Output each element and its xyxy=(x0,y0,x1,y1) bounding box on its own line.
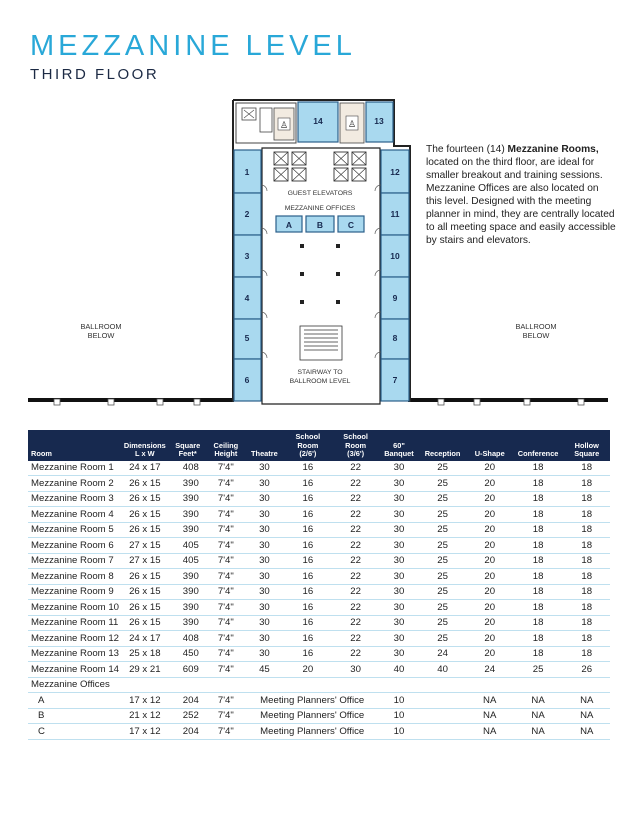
cell-sqft: 390 xyxy=(169,584,207,600)
cell-ceiling: 7'4" xyxy=(207,476,245,492)
cell-hollow: 18 xyxy=(563,461,610,476)
stairway-label-line1: STAIRWAY TO xyxy=(297,369,343,376)
cell-sqft: 390 xyxy=(169,491,207,507)
office-label-b: B xyxy=(316,220,324,230)
cell-banquet: 30 xyxy=(380,646,419,662)
cell-ushape: 20 xyxy=(467,631,513,647)
col-conference: Conference xyxy=(513,430,564,461)
cell-conference: 18 xyxy=(513,646,564,662)
cell-banquet: 30 xyxy=(380,615,419,631)
room-label-11: 11 xyxy=(390,209,400,219)
cell-school3: 22 xyxy=(332,491,380,507)
cell-ushape: 20 xyxy=(467,461,513,476)
cell-banquet: 10 xyxy=(380,724,419,740)
cell-hollow: 18 xyxy=(563,522,610,538)
cell-banquet: 10 xyxy=(380,708,419,724)
cell-school3: 22 xyxy=(332,476,380,492)
cell-banquet: 30 xyxy=(380,553,419,569)
cell-theatre: 30 xyxy=(245,507,284,523)
guest-elevators-label: GUEST ELEVATORS xyxy=(287,190,353,197)
cell-school3: 22 xyxy=(332,461,380,476)
cell-empty xyxy=(418,677,466,693)
cell-reception xyxy=(418,708,466,724)
cell-empty xyxy=(513,677,564,693)
col-dimensions: Dimensions L x W xyxy=(121,430,169,461)
office-label-a: A xyxy=(285,220,293,230)
cell-conference: 18 xyxy=(513,584,564,600)
cell-school3: 22 xyxy=(332,615,380,631)
cell-theatre: 30 xyxy=(245,569,284,585)
cell-office-name: B xyxy=(28,708,121,724)
cell-school2: 16 xyxy=(284,600,332,616)
intro-prefix: The fourteen (14) xyxy=(426,144,508,155)
col-ushape: U-Shape xyxy=(467,430,513,461)
cell-conference: 18 xyxy=(513,476,564,492)
cell-ushape: 20 xyxy=(467,600,513,616)
cell-dim: 26 x 15 xyxy=(121,507,169,523)
cell-ushape: 20 xyxy=(467,584,513,600)
cell-school3: 22 xyxy=(332,507,380,523)
cell-empty xyxy=(332,677,380,693)
cell-sqft: 408 xyxy=(169,631,207,647)
cell-ceiling: 7'4" xyxy=(207,584,245,600)
table-row xyxy=(28,646,610,662)
cell-ceiling: 7'4" xyxy=(207,600,245,616)
cell-reception: 25 xyxy=(418,522,466,538)
table-row xyxy=(28,631,610,647)
cell-empty xyxy=(121,677,169,693)
cell-hollow: 18 xyxy=(563,538,610,554)
room-label-2: 2 xyxy=(244,209,250,219)
room-label-10: 10 xyxy=(390,251,400,261)
rooms xyxy=(234,102,409,401)
cell-sqft: 450 xyxy=(169,646,207,662)
cell-dim: 29 x 21 xyxy=(121,662,169,678)
cell-conference: 18 xyxy=(513,491,564,507)
table-row xyxy=(28,662,610,678)
cell-room-name: Mezzanine Room 7 xyxy=(28,553,121,569)
cell-ceiling: 7'4" xyxy=(207,662,245,678)
cell-ceiling: 7'4" xyxy=(207,507,245,523)
table-row xyxy=(28,708,610,724)
ballroom-left-line1: BALLROOM xyxy=(80,322,122,331)
cell-room-name: Mezzanine Room 12 xyxy=(28,631,121,647)
cell-hollow: 18 xyxy=(563,507,610,523)
cell-banquet: 10 xyxy=(380,693,419,709)
cell-ceiling: 7'4" xyxy=(207,491,245,507)
room-label-12: 12 xyxy=(390,167,400,177)
cell-ushape: 20 xyxy=(467,615,513,631)
cell-school2: 20 xyxy=(284,662,332,678)
cell-hollow: 18 xyxy=(563,569,610,585)
cell-sqft: 609 xyxy=(169,662,207,678)
cell-banquet: 30 xyxy=(380,538,419,554)
cell-school2: 16 xyxy=(284,538,332,554)
col-school-2: School Room (2/6') xyxy=(284,430,332,461)
stairway-label-line2: BALLROOM LEVEL xyxy=(289,378,351,385)
cell-hollow: NA xyxy=(563,693,610,709)
cell-room-name: Mezzanine Room 9 xyxy=(28,584,121,600)
cell-conference: NA xyxy=(513,724,564,740)
cell-banquet: 30 xyxy=(380,631,419,647)
cell-banquet: 30 xyxy=(380,461,419,476)
cell-banquet: 30 xyxy=(380,569,419,585)
cell-dim: 26 x 15 xyxy=(121,584,169,600)
cell-ceiling: 7'4" xyxy=(207,724,245,740)
table-header-row xyxy=(28,430,610,461)
room-label-13: 13 xyxy=(374,116,384,126)
cell-banquet: 40 xyxy=(380,662,419,678)
cell-school3: 22 xyxy=(332,569,380,585)
cell-room-name: Mezzanine Room 6 xyxy=(28,538,121,554)
table-row xyxy=(28,491,610,507)
cell-hollow: 18 xyxy=(563,631,610,647)
cell-room-name: Mezzanine Room 14 xyxy=(28,662,121,678)
cell-ceiling: 7'4" xyxy=(207,461,245,476)
cell-room-name: Mezzanine Room 13 xyxy=(28,646,121,662)
cell-school2: 16 xyxy=(284,476,332,492)
cell-banquet: 30 xyxy=(380,507,419,523)
cell-hollow: 18 xyxy=(563,615,610,631)
cell-empty xyxy=(169,677,207,693)
cell-reception: 25 xyxy=(418,553,466,569)
cell-office-note: Meeting Planners' Office xyxy=(245,693,380,709)
cell-school3: 30 xyxy=(332,662,380,678)
cell-reception: 25 xyxy=(418,615,466,631)
col-room: Room xyxy=(28,430,121,461)
cell-sqft: 390 xyxy=(169,476,207,492)
cell-conference: 18 xyxy=(513,631,564,647)
cell-room-name: Mezzanine Room 3 xyxy=(28,491,121,507)
cell-reception: 25 xyxy=(418,569,466,585)
table-row-offices-heading xyxy=(28,677,610,693)
cell-reception xyxy=(418,693,466,709)
cell-theatre: 30 xyxy=(245,476,284,492)
cell-room-name: Mezzanine Room 10 xyxy=(28,600,121,616)
table-row xyxy=(28,507,610,523)
cell-school2: 16 xyxy=(284,507,332,523)
col-banquet: 60" Banquet xyxy=(380,430,419,461)
cell-ceiling: 7'4" xyxy=(207,631,245,647)
page-title: MEZZANINE LEVEL xyxy=(30,30,356,62)
cell-ushape: 20 xyxy=(467,646,513,662)
svg-text:♙: ♙ xyxy=(279,120,289,130)
cell-empty xyxy=(284,677,332,693)
cell-dim: 26 x 15 xyxy=(121,522,169,538)
col-ceiling: Ceiling Height xyxy=(207,430,245,461)
cell-conference: 18 xyxy=(513,615,564,631)
cell-dim: 26 x 15 xyxy=(121,600,169,616)
col-reception: Reception xyxy=(418,430,466,461)
cell-ushape: NA xyxy=(467,708,513,724)
cell-theatre: 30 xyxy=(245,600,284,616)
room-label-4: 4 xyxy=(244,293,250,303)
cell-empty xyxy=(207,677,245,693)
cell-theatre: 30 xyxy=(245,646,284,662)
room-label-14: 14 xyxy=(313,116,323,126)
cell-conference: 18 xyxy=(513,553,564,569)
cell-ushape: 20 xyxy=(467,569,513,585)
cell-dim: 17 x 12 xyxy=(121,724,169,740)
cell-sqft: 390 xyxy=(169,522,207,538)
cell-sqft: 204 xyxy=(169,724,207,740)
room-label-1: 1 xyxy=(244,167,250,177)
cell-dim: 27 x 15 xyxy=(121,553,169,569)
cell-dim: 26 x 15 xyxy=(121,476,169,492)
cell-ceiling: 7'4" xyxy=(207,569,245,585)
cell-school3: 22 xyxy=(332,584,380,600)
cell-conference: 18 xyxy=(513,569,564,585)
cell-ceiling: 7'4" xyxy=(207,646,245,662)
cell-theatre: 30 xyxy=(245,461,284,476)
table-row xyxy=(28,476,610,492)
cell-theatre: 30 xyxy=(245,631,284,647)
cell-reception: 24 xyxy=(418,646,466,662)
cell-ceiling: 7'4" xyxy=(207,538,245,554)
cell-sqft: 408 xyxy=(169,461,207,476)
cell-hollow: NA xyxy=(563,724,610,740)
cell-hollow: 18 xyxy=(563,491,610,507)
capacity-table xyxy=(28,430,610,740)
cell-conference: NA xyxy=(513,693,564,709)
table-row xyxy=(28,584,610,600)
cell-room-name: Mezzanine Room 11 xyxy=(28,615,121,631)
cell-theatre: 45 xyxy=(245,662,284,678)
cell-office-note: Meeting Planners' Office xyxy=(245,708,380,724)
cell-conference: NA xyxy=(513,708,564,724)
cell-dim: 24 x 17 xyxy=(121,461,169,476)
table-row xyxy=(28,615,610,631)
cell-school3: 22 xyxy=(332,553,380,569)
cell-school2: 16 xyxy=(284,491,332,507)
cell-banquet: 30 xyxy=(380,491,419,507)
cell-theatre: 30 xyxy=(245,522,284,538)
col-theatre: Theatre xyxy=(245,430,284,461)
cell-school2: 16 xyxy=(284,646,332,662)
page-subtitle: THIRD FLOOR xyxy=(30,66,160,83)
cell-school2: 16 xyxy=(284,569,332,585)
cell-empty xyxy=(245,677,284,693)
cell-ceiling: 7'4" xyxy=(207,522,245,538)
cell-ushape: 20 xyxy=(467,538,513,554)
floor-plan xyxy=(0,95,638,415)
cell-ushape: 20 xyxy=(467,522,513,538)
cell-dim: 24 x 17 xyxy=(121,631,169,647)
cell-theatre: 30 xyxy=(245,615,284,631)
cell-reception xyxy=(418,724,466,740)
cell-empty xyxy=(380,677,419,693)
cell-dim: 26 x 15 xyxy=(121,491,169,507)
cell-conference: 18 xyxy=(513,461,564,476)
cell-dim: 26 x 15 xyxy=(121,569,169,585)
cell-reception: 25 xyxy=(418,491,466,507)
cell-ushape: NA xyxy=(467,724,513,740)
cell-room-name: Mezzanine Room 2 xyxy=(28,476,121,492)
intro-bold: Mezzanine Rooms, xyxy=(507,144,599,155)
cell-theatre: 30 xyxy=(245,553,284,569)
col-hollow: Hollow Square xyxy=(563,430,610,461)
cell-sqft: 390 xyxy=(169,507,207,523)
cell-banquet: 30 xyxy=(380,522,419,538)
room-label-7: 7 xyxy=(392,375,398,385)
cell-ceiling: 7'4" xyxy=(207,615,245,631)
cell-ushape: 24 xyxy=(467,662,513,678)
room-label-9: 9 xyxy=(392,293,398,303)
cell-empty xyxy=(563,677,610,693)
ballroom-right-line2: BELOW xyxy=(522,331,550,340)
cell-room-name: Mezzanine Room 5 xyxy=(28,522,121,538)
cell-banquet: 30 xyxy=(380,600,419,616)
cell-conference: 18 xyxy=(513,538,564,554)
col-square-feet: Square Feet* xyxy=(169,430,207,461)
table-row xyxy=(28,569,610,585)
cell-dim: 25 x 18 xyxy=(121,646,169,662)
cell-sqft: 405 xyxy=(169,538,207,554)
room-label-3: 3 xyxy=(244,251,250,261)
cell-hollow: 26 xyxy=(563,662,610,678)
guest-elevators xyxy=(274,152,366,181)
table-row xyxy=(28,538,610,554)
table-row xyxy=(28,600,610,616)
room-label-8: 8 xyxy=(392,333,398,343)
cell-reception: 25 xyxy=(418,584,466,600)
ballroom-left-line2: BELOW xyxy=(87,331,115,340)
ballroom-right-line1: BALLROOM xyxy=(515,322,557,331)
cell-school2: 16 xyxy=(284,522,332,538)
cell-school3: 22 xyxy=(332,600,380,616)
cell-school2: 16 xyxy=(284,461,332,476)
cell-school2: 16 xyxy=(284,615,332,631)
cell-sqft: 390 xyxy=(169,615,207,631)
cell-sqft: 390 xyxy=(169,569,207,585)
cell-banquet: 30 xyxy=(380,584,419,600)
cell-ushape: NA xyxy=(467,693,513,709)
cell-dim: 17 x 12 xyxy=(121,693,169,709)
cell-sqft: 390 xyxy=(169,600,207,616)
cell-reception: 40 xyxy=(418,662,466,678)
cell-school3: 22 xyxy=(332,522,380,538)
cell-school3: 22 xyxy=(332,631,380,647)
cell-theatre: 30 xyxy=(245,491,284,507)
cell-reception: 25 xyxy=(418,631,466,647)
room-label-6: 6 xyxy=(244,375,250,385)
office-label-c: C xyxy=(347,220,355,230)
cell-banquet: 30 xyxy=(380,476,419,492)
cell-reception: 25 xyxy=(418,538,466,554)
cell-room-name: Mezzanine Room 1 xyxy=(28,461,121,476)
table-row xyxy=(28,522,610,538)
cell-reception: 25 xyxy=(418,476,466,492)
table-row xyxy=(28,724,610,740)
cell-hollow: 18 xyxy=(563,476,610,492)
cell-ushape: 20 xyxy=(467,491,513,507)
cell-hollow: NA xyxy=(563,708,610,724)
cell-sqft: 405 xyxy=(169,553,207,569)
cell-conference: 18 xyxy=(513,522,564,538)
cell-dim: 26 x 15 xyxy=(121,615,169,631)
cell-hollow: 18 xyxy=(563,584,610,600)
room-label-5: 5 xyxy=(244,333,250,343)
cell-dim: 27 x 15 xyxy=(121,538,169,554)
cell-theatre: 30 xyxy=(245,584,284,600)
table-row xyxy=(28,461,610,476)
cell-school3: 22 xyxy=(332,538,380,554)
columns xyxy=(300,244,340,304)
cell-sqft: 252 xyxy=(169,708,207,724)
cell-ceiling: 7'4" xyxy=(207,553,245,569)
cell-school2: 16 xyxy=(284,553,332,569)
svg-text:♙: ♙ xyxy=(347,119,357,129)
cell-office-note: Meeting Planners' Office xyxy=(245,724,380,740)
cell-reception: 25 xyxy=(418,507,466,523)
stairway xyxy=(300,326,342,360)
cell-office-name: C xyxy=(28,724,121,740)
table-row xyxy=(28,553,610,569)
cell-conference: 18 xyxy=(513,507,564,523)
intro-rest: located on the third floor, are ideal for smaller breakout and training sessions. Mezzanine Offices are also located on this level. Designed with the meeting planner in mind, they are centrally located to all meeting space and easily accessible by stairs and elevators. xyxy=(426,157,616,246)
cell-reception: 25 xyxy=(418,600,466,616)
cell-sqft: 204 xyxy=(169,693,207,709)
cell-ushape: 20 xyxy=(467,553,513,569)
cell-empty xyxy=(467,677,513,693)
cell-office-name: A xyxy=(28,693,121,709)
cell-room-name: Mezzanine Room 4 xyxy=(28,507,121,523)
cell-theatre: 30 xyxy=(245,538,284,554)
cell-room-name: Mezzanine Room 8 xyxy=(28,569,121,585)
cell-ushape: 20 xyxy=(467,507,513,523)
cell-conference: 18 xyxy=(513,600,564,616)
cell-ushape: 20 xyxy=(467,476,513,492)
cell-offices-label: Mezzanine Offices xyxy=(28,677,121,693)
cell-hollow: 18 xyxy=(563,600,610,616)
mezzanine-offices-label: MEZZANINE OFFICES xyxy=(284,205,356,212)
cell-school2: 16 xyxy=(284,631,332,647)
cell-school2: 16 xyxy=(284,584,332,600)
cell-ceiling: 7'4" xyxy=(207,693,245,709)
cell-ceiling: 7'4" xyxy=(207,708,245,724)
cell-reception: 25 xyxy=(418,461,466,476)
col-school-3: School Room (3/6') xyxy=(332,430,380,461)
cell-hollow: 18 xyxy=(563,553,610,569)
table-row xyxy=(28,693,610,709)
cell-school3: 22 xyxy=(332,646,380,662)
cell-hollow: 18 xyxy=(563,646,610,662)
cell-conference: 25 xyxy=(513,662,564,678)
cell-dim: 21 x 12 xyxy=(121,708,169,724)
